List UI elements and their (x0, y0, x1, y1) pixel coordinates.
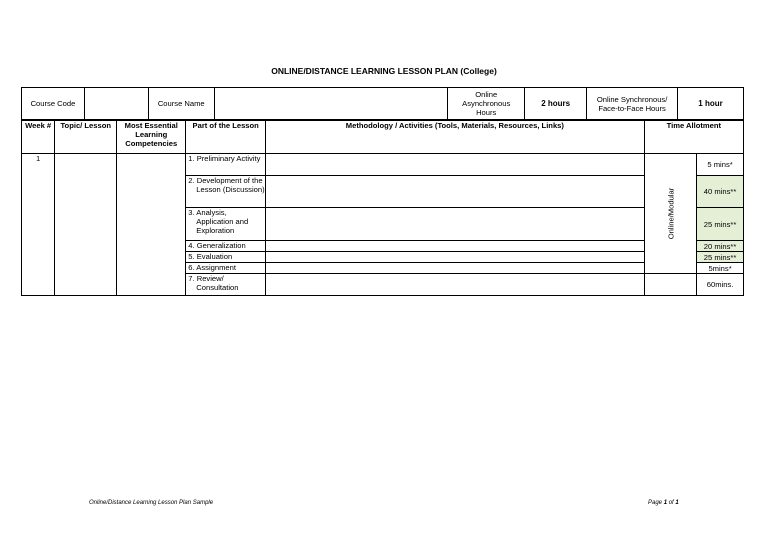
lesson-part (186, 208, 266, 241)
header-methodology: Methodology / Activities (Tools, Materials, Resources, Links) (266, 121, 645, 154)
sync-hours-value: 1 hour (678, 88, 744, 120)
time-allotment: 5 mins* (697, 154, 744, 176)
course-code-label: Course Code (22, 88, 85, 120)
time-allotment: 60mins. (697, 274, 744, 296)
async-hours-value: 2 hours (525, 88, 587, 120)
lesson-part-label: 1. Preliminary Activity (188, 154, 261, 163)
methodology-cell[interactable] (266, 274, 645, 296)
methodology-cell[interactable] (266, 241, 645, 252)
week-number: 1 (22, 154, 55, 296)
mode-label: Online/Modular (665, 187, 675, 240)
lesson-part-label: 5. Evaluation (188, 252, 233, 261)
footer-page-number (648, 500, 679, 506)
async-hours-label: Online Asynchronous Hours (448, 88, 525, 120)
document-title: ONLINE/DISTANCE LEARNING LESSON PLAN (College) (271, 66, 497, 76)
time-allotment: 5mins* (697, 263, 744, 274)
course-name-value[interactable] (214, 88, 448, 120)
page-of: of (667, 500, 676, 506)
page-total: 1 (675, 500, 679, 506)
lesson-part (186, 154, 266, 176)
lesson-part (186, 241, 266, 252)
lesson-part (186, 263, 266, 274)
header-week: Week # (22, 121, 55, 154)
topic-cell[interactable] (55, 154, 117, 296)
lesson-part-label: 6. Assignment (188, 263, 236, 272)
sync-hours-label: Online Synchronous/ Face-to-Face Hours (587, 88, 678, 120)
mode-label-cell (644, 154, 697, 274)
course-info-table (21, 87, 744, 120)
page-current: 1 (663, 500, 668, 506)
footer-document-name: Online/Distance Learning Lesson Plan Sample (89, 500, 214, 506)
header-topic: Topic/ Lesson (55, 121, 117, 154)
lesson-part-label: 4. Generalization (188, 241, 246, 250)
course-name-label: Course Name (148, 88, 214, 120)
time-allotment: 25 mins** (697, 252, 744, 263)
time-allotment: 25 mins** (697, 208, 744, 241)
methodology-cell[interactable] (266, 154, 645, 176)
competencies-cell[interactable] (117, 154, 186, 296)
header-part: Part of the Lesson (186, 121, 266, 154)
methodology-cell[interactable] (266, 176, 645, 208)
course-code-value[interactable] (84, 88, 148, 120)
time-allotment: 40 mins** (697, 176, 744, 208)
lesson-part-label: 3. Analysis, Application and Exploration (188, 208, 249, 235)
lesson-part (186, 252, 266, 263)
page-prefix: Page (648, 500, 664, 506)
lesson-part (186, 274, 266, 296)
mode-blank-cell (644, 274, 697, 296)
methodology-cell[interactable] (266, 252, 645, 263)
lesson-plan-table (21, 120, 744, 296)
time-allotment: 20 mins** (697, 241, 744, 252)
methodology-cell[interactable] (266, 208, 645, 241)
header-competencies: Most Essential Learning Competencies (117, 121, 186, 154)
header-time-allotment: Time Allotment (644, 121, 743, 154)
lesson-part-label: 7. Review/ Consultation (188, 274, 239, 292)
lesson-part (186, 176, 266, 208)
methodology-cell[interactable] (266, 263, 645, 274)
lesson-part-label: 2. Development of the Lesson (Discussion) (188, 176, 265, 194)
